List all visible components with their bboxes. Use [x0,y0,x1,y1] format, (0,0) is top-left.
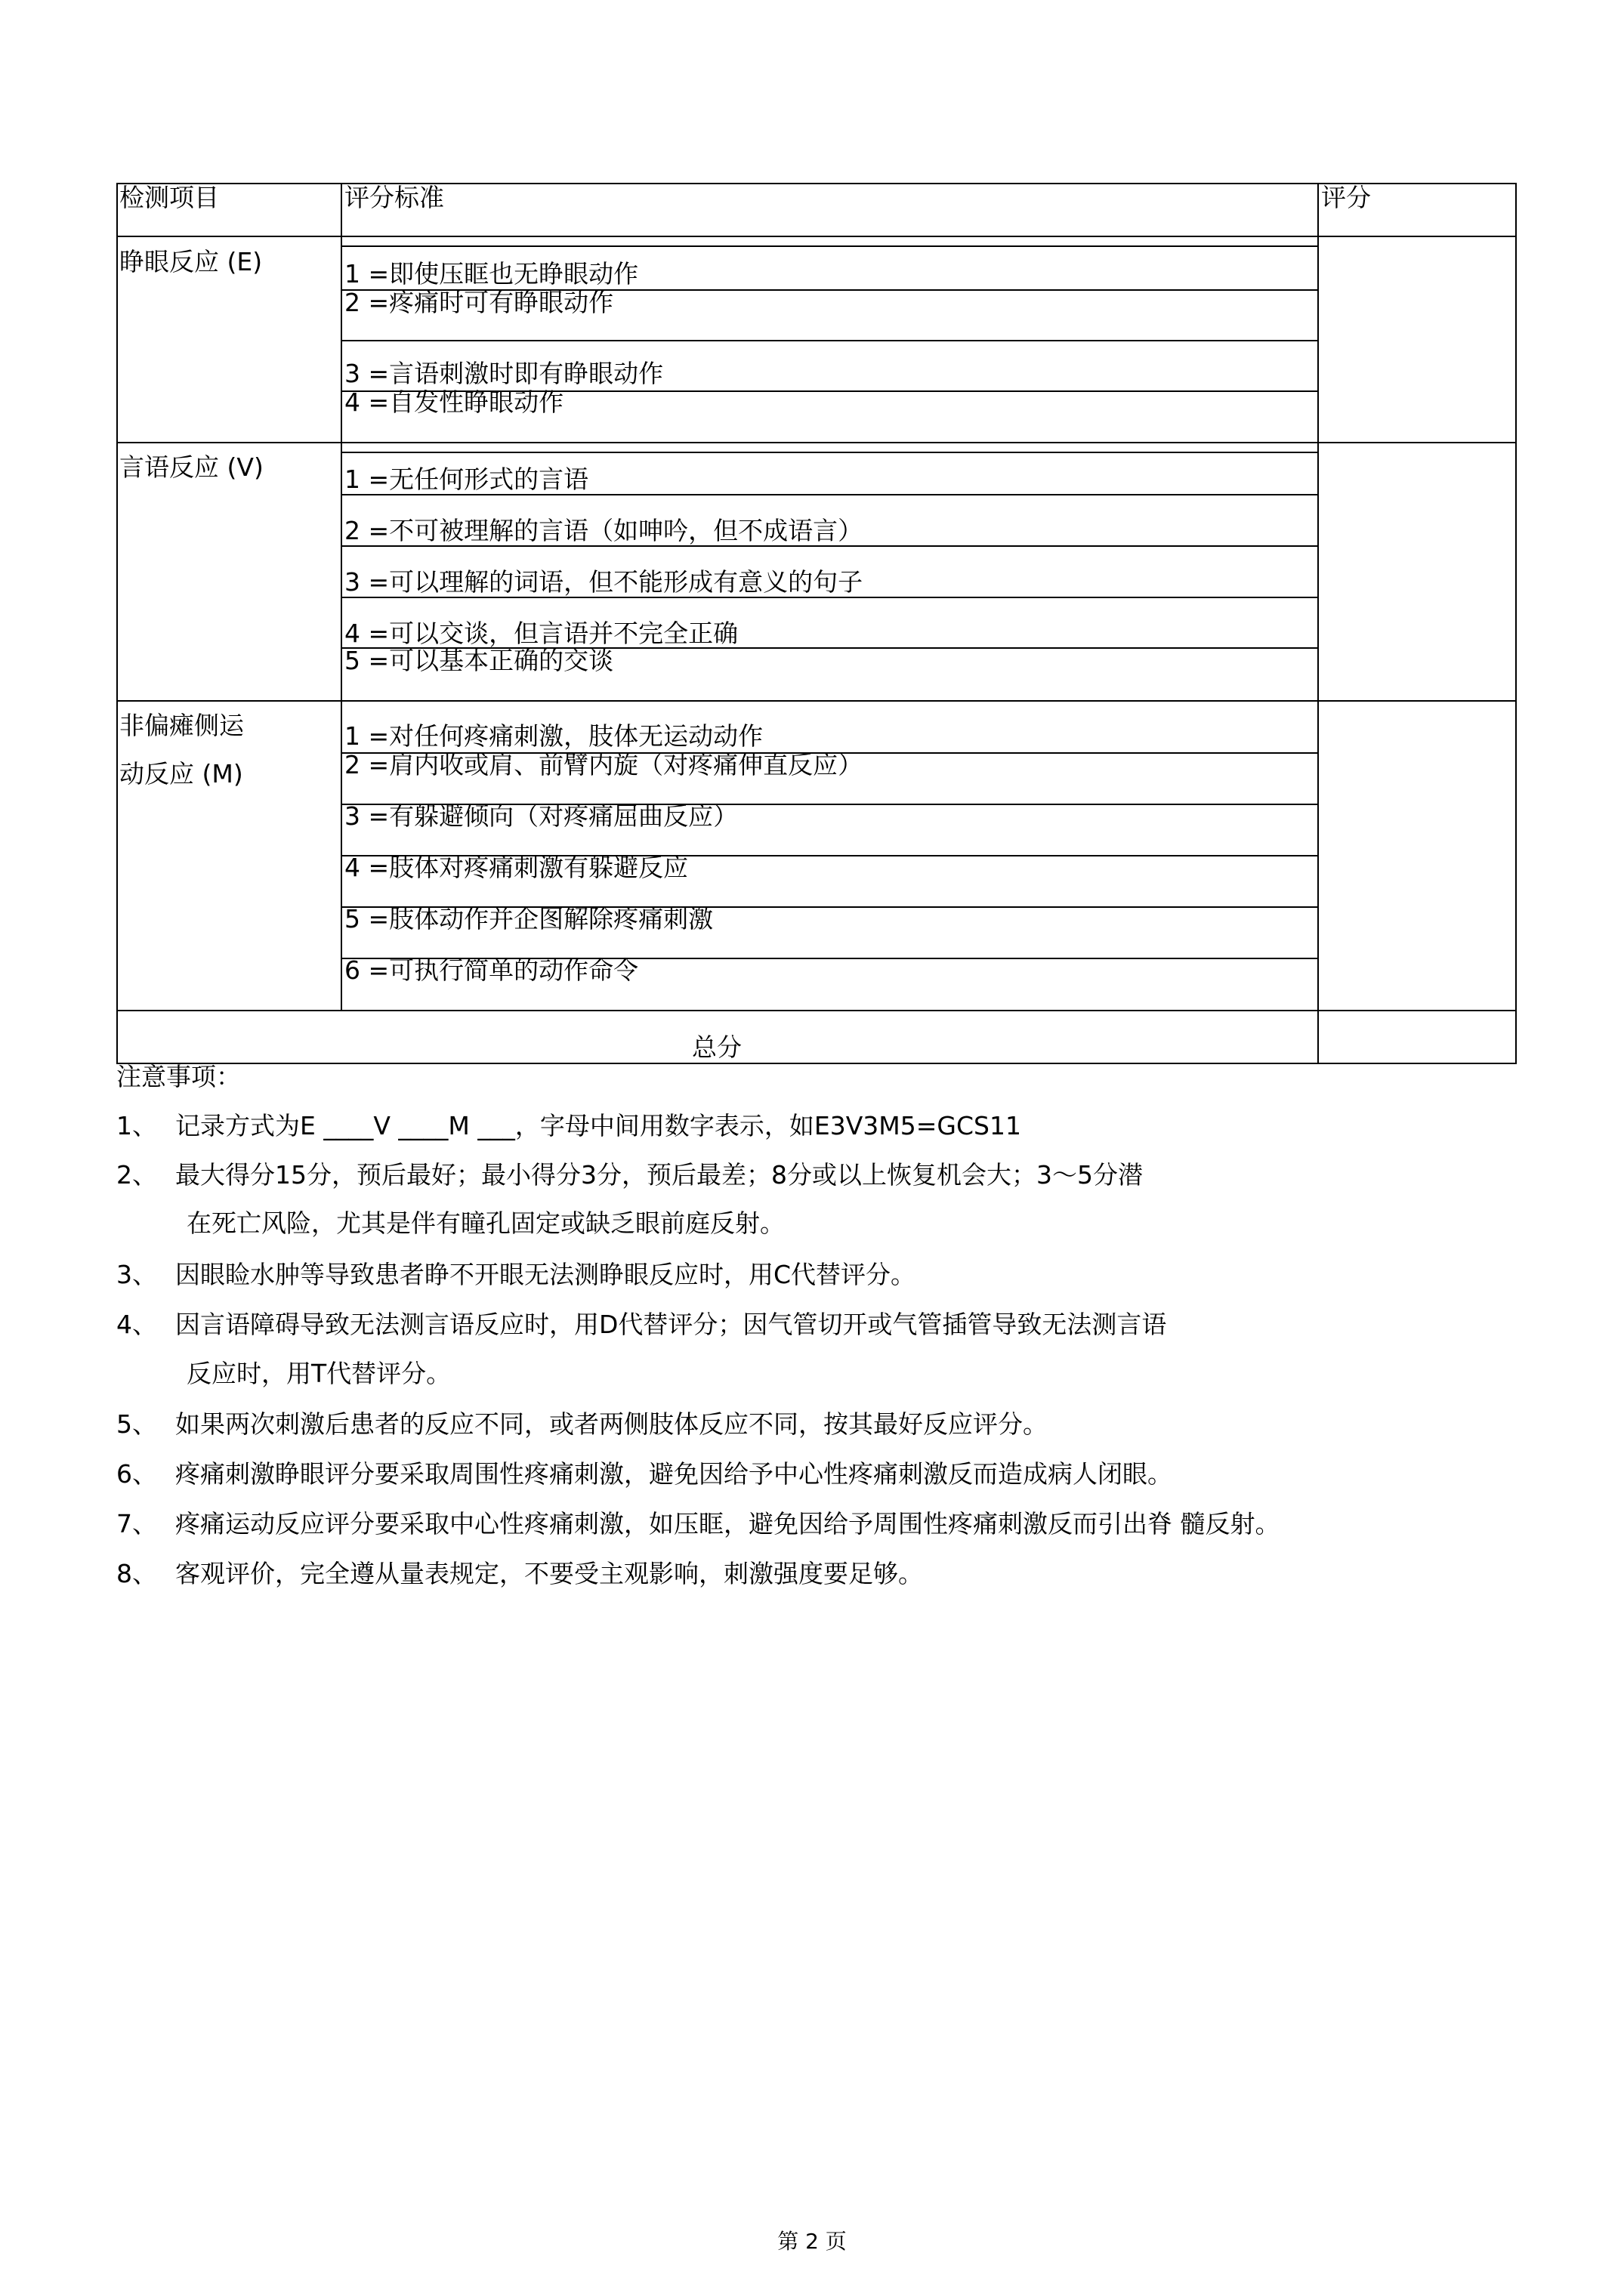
header-score: 评分 [1321,183,1371,212]
eye-criterion-2: 2 =疼痛时可有睁眼动作 [344,288,614,317]
header-item: 检测项目 [119,183,219,212]
note-text-continued: 在死亡风险，尤其是伴有瞳孔固定或缺乏眼前庭反射。 [187,1208,785,1238]
note-item [116,1156,1143,1191]
section-divider-e [116,442,1517,443]
note-item [116,1106,1021,1142]
note-text-continued: 反应时，用T代替评分。 [187,1359,452,1388]
note-item [116,1405,1048,1440]
motor-criterion-6: 6 =可执行简单的动作命令 [344,955,639,985]
table-border-top [116,183,1517,184]
note-text: 如果两次刺激后患者的反应不同，或者两侧肢体反应不同，按其最好反应评分。 [175,1409,1048,1439]
note-number: 4、 [116,1310,157,1339]
criteria-line [341,494,1319,495]
section-name-motor-line1: 非偏瘫侧运 [119,711,244,740]
page-number: 第 2 页 [777,2229,847,2254]
section-divider-m [116,1010,1517,1011]
note-number: 2、 [116,1160,157,1190]
note-item [116,1455,1172,1490]
note-number: 7、 [116,1509,157,1538]
verbal-criterion-4: 4 =可以交谈，但言语并不完全正确 [344,619,739,648]
note-text: 疼痛刺激睁眼评分要采取周围性疼痛刺激，避免因给予中心性疼痛刺激反而造成病人闭眼。 [175,1459,1172,1489]
notes-title: 注意事项： [116,1062,241,1091]
verbal-criterion-5: 5 =可以基本正确的交谈 [344,646,614,675]
table-border-right [1515,183,1517,1064]
note-number: 8、 [116,1559,157,1588]
note-item [116,1504,1280,1540]
motor-criterion-2: 2 =肩内收或肩、前臂内旋（对疼痛伸直反应） [344,750,863,779]
criteria-line [341,545,1319,547]
note-number: 5、 [116,1409,157,1439]
header-row-divider [116,236,1517,237]
note-item [116,1554,923,1590]
motor-criterion-1: 1 =对任何疼痛刺激，肢体无运动动作 [344,721,764,751]
criteria-line [341,245,1319,247]
motor-criterion-5: 5 =肢体动作并企图解除疼痛刺激 [344,904,714,934]
note-text: 因言语障碍导致无法测言语反应时，用D代替评分；因气管切开或气管插管导致无法测言语 [175,1310,1167,1339]
table-border-left [116,183,118,1064]
verbal-criterion-1: 1 =无任何形式的言语 [344,464,589,494]
header-criteria: 评分标准 [344,183,444,212]
criteria-line [341,597,1319,598]
section-divider-v [116,700,1517,702]
total-label: 总分 [692,1032,742,1062]
note-text: 记录方式为E ____V ____M ___，字母中间用数字表示，如E3V3M5=GCS11 [175,1111,1021,1140]
note-text: 疼痛运动反应评分要采取中心性疼痛刺激，如压眶，避免因给予周围性疼痛刺激反而引出脊 髓反射。 [175,1509,1280,1538]
criteria-line [341,340,1319,341]
column-divider-score [1317,183,1319,1064]
note-item [116,1255,915,1291]
motor-criterion-3: 3 =有躲避倾向（对疼痛屈曲反应） [344,801,739,831]
note-number: 3、 [116,1260,157,1289]
note-text: 客观评价，完全遵从量表规定，不要受主观影响，刺激强度要足够。 [175,1559,923,1588]
note-text: 因眼睑水肿等导致患者睁不开眼无法测睁眼反应时，用C代替评分。 [175,1260,916,1289]
note-item [116,1305,1166,1341]
verbal-criterion-2: 2 =不可被理解的言语（如呻吟，但不成语言） [344,516,863,545]
note-number: 6、 [116,1459,157,1489]
motor-criterion-4: 4 =肢体对疼痛刺激有躲避反应 [344,853,689,882]
section-name-eye: 睁眼反应 (E) [119,247,263,276]
eye-criterion-3: 3 =言语刺激时即有睁眼动作 [344,359,664,388]
section-name-verbal: 言语反应 (V) [119,452,264,482]
note-text: 最大得分15分，预后最好；最小得分3分，预后最差；8分或以上恢复机会大；3～5分潜 [175,1160,1143,1190]
note-number: 1、 [116,1111,157,1140]
eye-criterion-1: 1 =即使压眶也无睁眼动作 [344,259,639,289]
section-name-motor-line2: 动反应 (M) [119,759,243,789]
criteria-line [341,452,1319,453]
eye-criterion-4: 4 =自发性睁眼动作 [344,387,564,417]
table-border-bottom [116,1063,1517,1064]
verbal-criterion-3: 3 =可以理解的词语，但不能形成有意义的句子 [344,567,863,597]
